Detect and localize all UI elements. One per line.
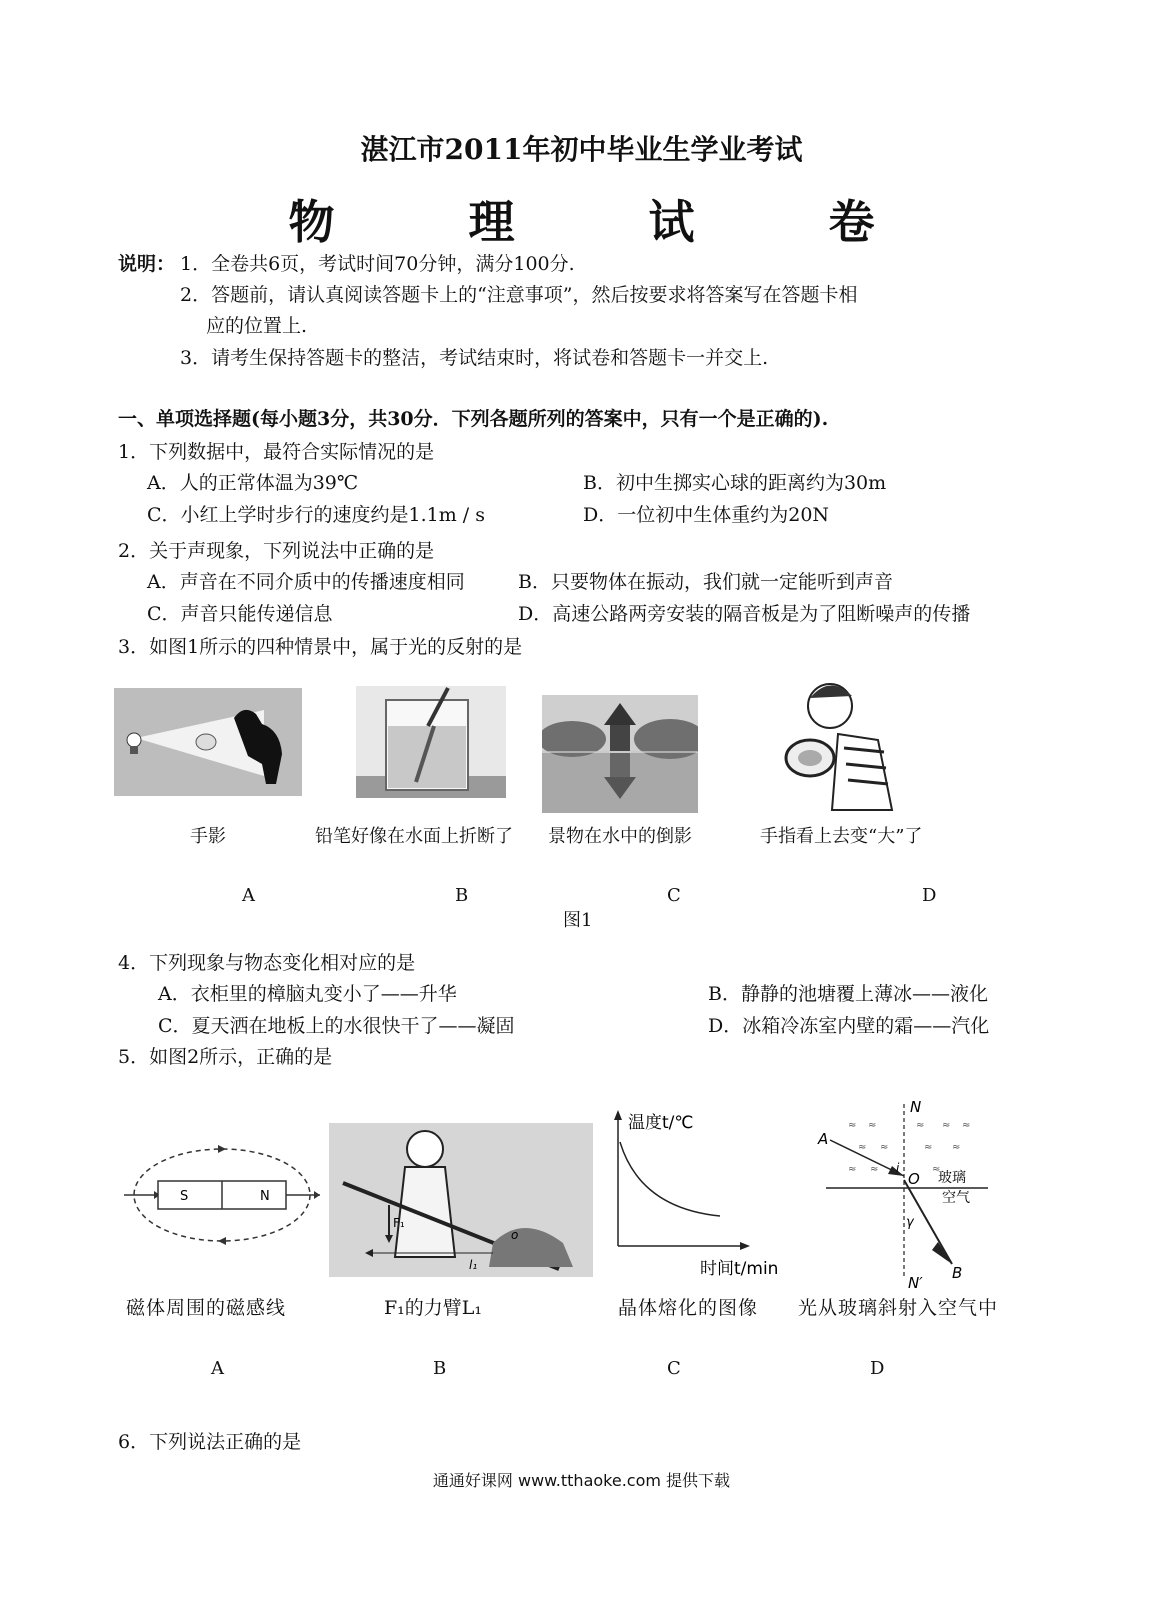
svg-text:≈: ≈ xyxy=(952,1142,961,1153)
section-heading: 一、单项选择题(每小题3分，共30分．下列各题所列的答案中，只有一个是正确的). xyxy=(118,408,829,430)
magnet-n-label: N xyxy=(260,1189,270,1204)
fig2-caption-a: 磁体周围的磁感线 xyxy=(126,1297,287,1319)
q2-option-c: C．声音只能传递信息 xyxy=(147,603,333,625)
svg-text:≈: ≈ xyxy=(924,1142,933,1153)
svg-text:≈: ≈ xyxy=(870,1164,879,1175)
fig1-caption-a: 手影 xyxy=(190,826,226,847)
optics-b-label: B xyxy=(952,1264,963,1282)
melting-graph xyxy=(600,1108,800,1280)
fig2-caption-d: 光从玻璃斜射入空气中 xyxy=(798,1297,999,1319)
q2-option-d: D．高速公路两旁安装的隔音板是为了阻断噪声的传播 xyxy=(518,603,971,625)
svg-text:≈: ≈ xyxy=(932,1164,941,1175)
q3-stem: 3．如图1所示的四种情景中，属于光的反射的是 xyxy=(118,636,523,658)
fig1-letter-b: B xyxy=(455,885,469,906)
q1-option-a: A．人的正常体温为39℃ xyxy=(147,472,359,494)
optics-a-label: A xyxy=(818,1130,829,1148)
fig2-letter-b: B xyxy=(433,1358,447,1379)
svg-text:≈: ≈ xyxy=(848,1120,857,1131)
lever-diagram xyxy=(329,1123,593,1277)
optics-o-label: O xyxy=(908,1170,920,1188)
optics-air-label: 空气 xyxy=(942,1190,970,1206)
q1-stem: 1．下列数据中，最符合实际情况的是 xyxy=(118,441,435,463)
q6-stem: 6．下列说法正确的是 xyxy=(118,1431,302,1453)
fig2-caption-b: F₁的力臂L₁ xyxy=(384,1297,483,1319)
optics-n2-label: N′ xyxy=(908,1274,923,1288)
q5-stem: 5．如图2所示，正确的是 xyxy=(118,1046,333,1068)
magnet-field-diagram xyxy=(122,1138,322,1258)
note-3: 3．请考生保持答题卡的整洁，考试结束时，将试卷和答题卡一并交上. xyxy=(180,347,769,369)
refraction-diagram xyxy=(812,1098,992,1288)
pavilion-reflection-image xyxy=(542,695,698,813)
fig2-letter-c: C xyxy=(667,1358,681,1379)
fig2-letter-d: D xyxy=(870,1358,885,1379)
q4-option-b: B．静静的池塘覆上薄冰——液化 xyxy=(708,983,988,1005)
q4-stem: 4．下列现象与物态变化相对应的是 xyxy=(118,952,416,974)
lever-f1-label: F₁ xyxy=(393,1216,405,1230)
q2-option-a: A．声音在不同介质中的传播速度相同 xyxy=(147,571,465,593)
svg-text:≈: ≈ xyxy=(942,1120,951,1131)
note-2-cont: 应的位置上. xyxy=(206,315,308,337)
fig1-label: 图1 xyxy=(563,910,593,931)
svg-text:≈: ≈ xyxy=(858,1142,867,1153)
fig1-caption-c: 景物在水中的倒影 xyxy=(548,826,692,847)
q1-option-b: B．初中生掷实心球的距离约为30m xyxy=(583,472,887,494)
graph-xlabel: 时间t/min xyxy=(700,1259,779,1279)
q4-option-a: A．衣柜里的樟脑丸变小了——升华 xyxy=(158,983,457,1005)
q1-option-c: C．小红上学时步行的速度约是1.1m / s xyxy=(147,504,486,526)
exam-subtitle: 物 理 试 卷 xyxy=(288,195,919,249)
fig2-caption-c: 晶体熔化的图像 xyxy=(618,1297,759,1319)
q4-option-d: D．冰箱冷冻室内壁的霜——汽化 xyxy=(708,1015,990,1037)
q1-option-d: D．一位初中生体重约为20N xyxy=(583,504,830,526)
hand-shadow-image xyxy=(114,688,302,796)
svg-text:≈: ≈ xyxy=(916,1120,925,1131)
note-2: 2．答题前，请认真阅读答题卡上的“注意事项”，然后按要求将答案写在答题卡相 xyxy=(180,284,858,306)
magnet-s-label: S xyxy=(180,1189,189,1204)
fig2-letter-a: A xyxy=(211,1358,224,1379)
fig1-letter-d: D xyxy=(922,885,937,906)
svg-text:≈: ≈ xyxy=(880,1142,889,1153)
notes-label: 说明： xyxy=(118,253,176,275)
q4-option-c: C．夏天洒在地板上的水很快干了——凝固 xyxy=(158,1015,515,1037)
optics-n-label: N xyxy=(910,1098,922,1116)
lever-l1-label: l₁ xyxy=(469,1258,478,1272)
fig1-caption-b: 铅笔好像在水面上折断了 xyxy=(315,826,513,847)
svg-text:≈: ≈ xyxy=(848,1164,857,1175)
pencil-glass-image xyxy=(356,686,506,798)
magnifier-boy-image xyxy=(768,678,908,812)
optics-i-label: i xyxy=(896,1161,900,1175)
footer-text: 通通好课网 www.tthaoke.com 提供下载 xyxy=(432,1471,731,1490)
graph-ylabel: 温度t/℃ xyxy=(628,1113,694,1133)
fig1-caption-d: 手指看上去变“大”了 xyxy=(760,826,923,847)
svg-text:≈: ≈ xyxy=(962,1120,971,1131)
optics-glass-label: 玻璃 xyxy=(938,1170,966,1186)
exam-title: 湛江市2011年初中毕业生学业考试 xyxy=(360,133,803,166)
note-1: 1．全卷共6页，考试时间70分钟，满分100分. xyxy=(180,253,575,275)
optics-r-label: γ xyxy=(906,1215,914,1230)
q2-stem: 2．关于声现象，下列说法中正确的是 xyxy=(118,540,435,562)
fig1-letter-a: A xyxy=(242,885,255,906)
fig1-letter-c: C xyxy=(667,885,681,906)
svg-text:≈: ≈ xyxy=(868,1120,877,1131)
q2-option-b: B．只要物体在振动，我们就一定能听到声音 xyxy=(518,571,893,593)
lever-o-label: o xyxy=(511,1228,519,1242)
